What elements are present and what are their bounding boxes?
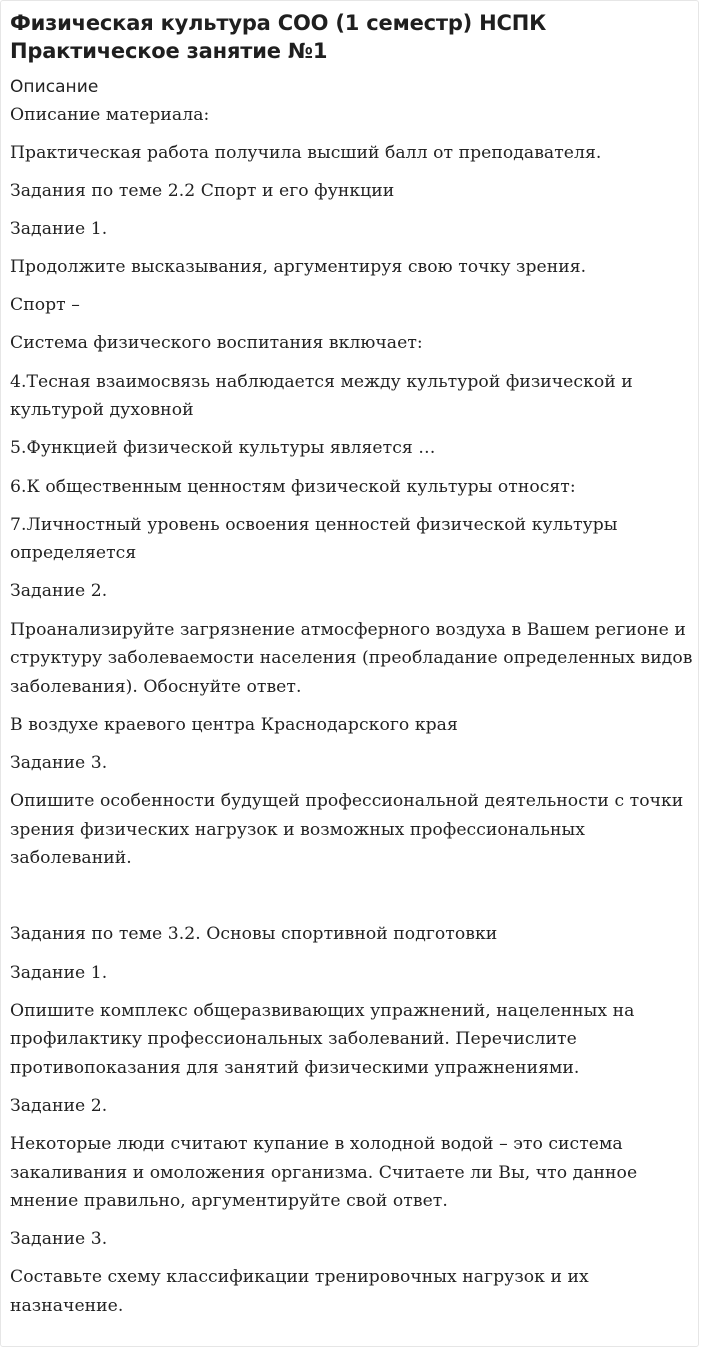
paragraph-grade-note: Практическая работа получила высший балл от преподавателя. [10, 142, 602, 163]
paragraph-task-3-text: Опишите особенности будущей профессиональной деятельности с точки зрения физических нагрузок и возможных профессиональных заболеваний. [10, 791, 684, 869]
paragraph-task-2-text-2: Некоторые люди считают купание в холодной водой – это система закаливания и омоложения организма. Считаете ли Вы, что данное мнение правильно, аргументируйте свой ответ. [10, 1134, 638, 1212]
paragraph-item-7: 7.Личностный уровень освоения ценностей физической культуры определяется [10, 514, 618, 564]
description-body-part1 [10, 101, 694, 873]
paragraph-item-4: 4.Тесная взаимосвязь наблюдается между культурой физической и культурой духовной [10, 371, 633, 421]
paragraph-material-label: Описание материала: [10, 105, 210, 125]
paragraph-task-3-label: Задание 3. [10, 752, 108, 773]
section-spacer [10, 882, 694, 920]
page-title: Физическая культура СОО (1 семестр) НСПК Практическое занятие №1 [10, 11, 547, 63]
paragraph-task-3-label-2: Задание 3. [10, 1229, 108, 1250]
paragraph-task-2-text: Проанализируйте загрязнение атмосферного воздуха в Вашем регионе и структуру заболеваемости населения (преобладание определенных видов заболевания). Обоснуйте ответ. [10, 619, 693, 697]
paragraph-task-1-text-2: Опишите комплекс общеразвивающих упражнений, нацеленных на профилактику профессиональных заболеваний. Перечислите противопоказания для занятий физическими упражнениями. [10, 1000, 635, 1078]
document-content [10, 9, 694, 1330]
paragraph-sport: Спорт – [10, 295, 80, 316]
paragraph-task-1-label-2: Задание 1. [10, 962, 108, 983]
paragraph-task-3-text-2: Составьте схему классификации тренировочных нагрузок и их назначение. [10, 1267, 589, 1316]
paragraph-region-air: В воздухе краевого центра Краснодарского края [10, 714, 458, 735]
paragraph-item-5: 5.Функцией физической культуры является … [10, 438, 436, 459]
paragraph-task-2-label: Задание 2. [10, 581, 108, 602]
description-heading: Описание [10, 77, 99, 97]
paragraph-topic-2-2: Задания по теме 2.2 Спорт и его функции [10, 180, 395, 201]
paragraph-item-6: 6.К общественным ценностям физической культуры относят: [10, 476, 576, 497]
paragraph-topic-3-2: Задания по теме 3.2. Основы спортивной подготовки [10, 924, 498, 945]
paragraph-system: Система физического воспитания включает: [10, 333, 423, 354]
paragraph-task-2-label-2: Задание 2. [10, 1095, 108, 1116]
description-body-part2 [10, 920, 694, 1320]
paragraph-task-1-label: Задание 1. [10, 218, 108, 239]
paragraph-task-1-text: Продолжите высказывания, аргументируя свою точку зрения. [10, 257, 587, 278]
